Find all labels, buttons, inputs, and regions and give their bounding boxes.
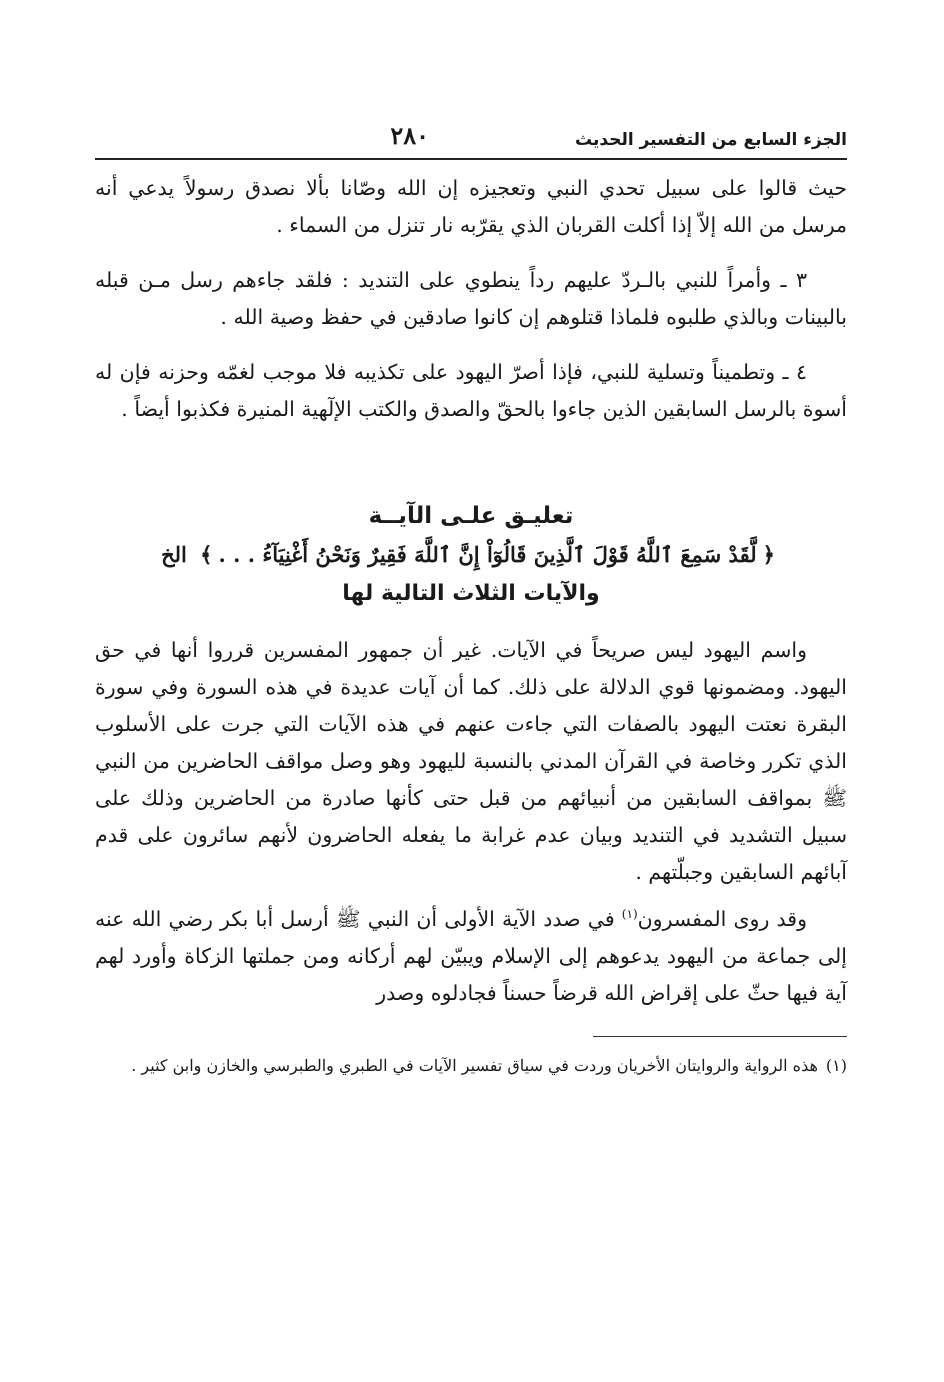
verse-close-bracket: ﴾ (200, 542, 213, 567)
footnote-mark: (١) (825, 1056, 847, 1075)
verse-suffix: الخ (161, 542, 187, 567)
footnote-reference: (١) (621, 907, 638, 922)
section-subtitle: والآيات الثلاث التالية لها (342, 581, 600, 606)
book-page (95, 118, 847, 1308)
page-header (95, 118, 847, 156)
header-rule (95, 158, 847, 160)
paragraph-point-3: ٣ ـ وأمراً للنبي بالـردّ عليهم رداً ينطوي على التنديد : فلقد جاءهم رسل مـن قبله بالبينات وبالذي طلبوه فلماذا قتلوهم إن كانوا صادقين في حفظ وصية الله . (95, 268, 847, 329)
verse-open-bracket: ﴿ (762, 542, 775, 567)
page-number: ٢٨٠ (390, 121, 430, 150)
footnote-rule (593, 1036, 847, 1037)
commentary-body (95, 632, 847, 1012)
running-head: الجزء السابع من التفسير الحديث (575, 130, 847, 150)
section-verse (95, 536, 847, 574)
narration-start: وقد روى المفسرون (637, 907, 807, 931)
section-heading (95, 496, 847, 614)
footnote (95, 1051, 847, 1080)
footnote-text: هذه الرواية والروايتان الأخريان وردت في سياق تفسير الآيات في الطبري والطبرسي والخازن وابن كثير . (131, 1056, 818, 1075)
section-title: تعليـق علـى الآيــة (368, 503, 574, 529)
paragraph-point-4: ٤ ـ وتطميناً وتسلية للنبي، فإذا أصرّ اليهود على تكذيبه فلا موجب لغمّه وحزنه فإن له أسوة بالرسل السابقين الذين جاءوا بالحقّ والصدق والكتب الإلٓهية المنيرة فكذبوا أيضاً . (95, 360, 847, 421)
verse-text: لَّقَدْ سَمِعَ ٱللَّهُ قَوْلَ ٱلَّذِينَ قَالُوٓاْ إِنَّ ٱللَّهَ فَقِيرٌ وَنَحْنُ أَغْنِيَآءُ . . . (218, 542, 757, 567)
narration-rest: في صدد الآية الأولى أن النبي ﷺ أرسل أبا بكر رضي الله عنه إلى جماعة من اليهود يدعوهم إلى الإسلام ويبيّن لهم أركانه ومن جملتها الزكاة وأورد لهم آية فيها حثّ على إقراض الله قرضاً حسناً فجادلوه وصدر (95, 907, 847, 1005)
commentary-paragraph: واسم اليهود ليس صريحاً في الآيات. غير أن جمهور المفسرين قرروا أنها في حق اليهود. ومضمونها قوي الدلالة على ذلك. كما أن آيات عديدة في هذه السورة وفي سورة البقرة نعتت اليهود بالصفات التي جاءت عنهم في هذه الآيات التي جرت على الأسلوب الذي تكرر وخاصة في القرآن المدني بالنسبة لليهود وهو وصل مواقف الحاضرين من النبي ﷺ بمواقف السابقين من أنبيائهم من قبل حتى كأنها صادرة من الحاضرين وذلك على سبيل التشديد في التنديد وبيان عدم غرابة ما يفعله الحاضرون لأنهم سائرون على قدم آبائهم السابقين وجبلّتهم . (95, 638, 848, 884)
narration-paragraph (95, 901, 847, 1012)
paragraph-continuation: حيث قالوا على سبيل تحدي النبي وتعجيزه إن الله وصّانا بألا نصدق رسولاً يدعي أنه مرسل من الله إلاّ إذا أكلت القربان الذي يقرّبه نار تنزل من السماء . (95, 176, 847, 237)
